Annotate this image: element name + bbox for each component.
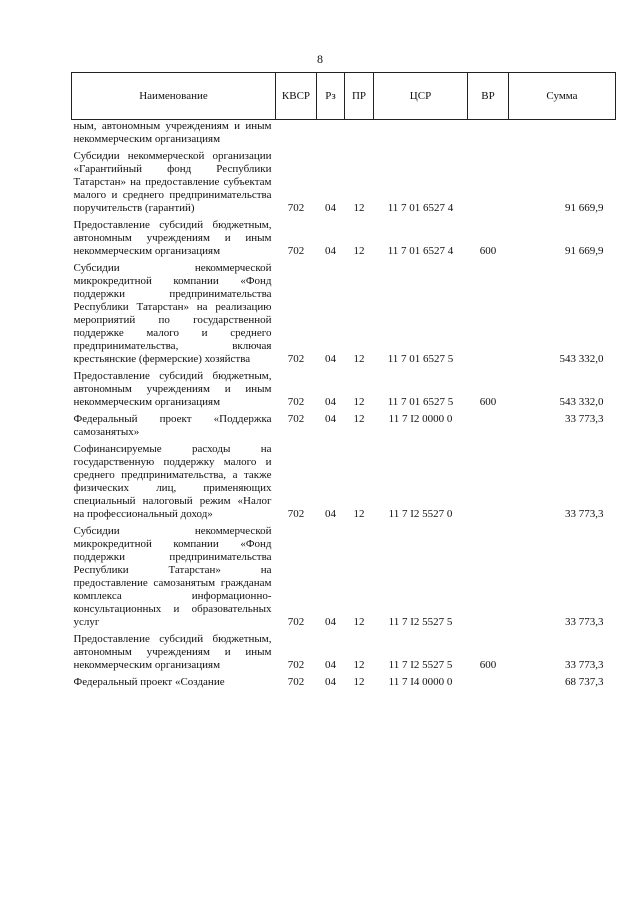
row-sum: 91 669,9	[565, 202, 604, 214]
row-name: Предоставление субсидий бюджетным, автономным учреждениям и иным некоммерческим организациям	[73, 370, 272, 408]
row-sum	[509, 120, 616, 148]
row-sum: 543 332,0	[559, 396, 604, 408]
header-sum: Сумма	[509, 73, 616, 120]
row-rz: 04	[325, 353, 336, 365]
row-rz: 04	[325, 659, 336, 671]
row-vr	[468, 522, 509, 630]
row-rz: 04	[325, 245, 336, 257]
budget-table	[71, 72, 616, 690]
row-pr: 12	[353, 353, 365, 365]
row-rz: 04	[325, 508, 336, 520]
row-kvsr: 702	[287, 616, 305, 628]
table-header-row	[72, 73, 616, 120]
row-sum: 543 332,0	[559, 353, 604, 365]
row-csr: 11 7 I2 5527 5	[388, 659, 453, 671]
row-rz: 04	[325, 396, 336, 408]
header-csr: ЦСР	[374, 73, 468, 120]
row-rz: 04	[325, 616, 336, 628]
row-rz: 04	[325, 676, 336, 688]
row-pr: 12	[353, 676, 365, 688]
row-rz: 04	[325, 413, 336, 425]
header-name: Наименование	[72, 73, 276, 120]
row-vr	[468, 440, 509, 522]
row-csr	[374, 120, 468, 148]
table-row	[72, 259, 616, 367]
table-row	[72, 147, 616, 216]
table-row	[72, 630, 616, 673]
table-row	[72, 216, 616, 259]
header-pr: ПР	[345, 73, 374, 120]
row-name: Субсидии некоммерческой микрокредитной компании «Фонд поддержки предпринимательства Республики Татарстан» на предоставление самозанятым гражданам комплекса информационно-консультационных и образовательных услуг	[73, 525, 272, 628]
row-csr: 11 7 01 6527 5	[387, 396, 454, 408]
table-row	[72, 367, 616, 410]
row-vr	[468, 259, 509, 367]
row-vr	[468, 147, 509, 216]
row-name: Субсидии некоммерческой микрокредитной компании «Фонд поддержки предпринимательства Республики Татарстан» на реализацию мероприятий по государственной поддержке малого и среднего предпринимательства, включая крестьянские (фермерские) хозяйства	[73, 262, 272, 365]
row-kvsr: 702	[287, 676, 305, 688]
row-vr	[468, 120, 509, 148]
row-kvsr	[276, 120, 317, 148]
row-pr: 12	[353, 508, 365, 520]
row-kvsr: 702	[287, 659, 305, 671]
row-kvsr: 702	[287, 353, 305, 365]
row-pr: 12	[353, 396, 365, 408]
row-name: Софинансируемые расходы на государственную поддержку малого и среднего предпринимательства, а также физических лиц, применяющих специальный налоговый режим «Налог на профессиональный доход»	[73, 443, 272, 520]
page-number: 8	[317, 52, 323, 66]
row-sum: 33 773,3	[565, 616, 604, 628]
row-name: Федеральный проект «Создание	[73, 676, 225, 688]
row-csr: 11 7 I2 5527 0	[388, 508, 453, 520]
row-kvsr: 702	[287, 508, 305, 520]
table-row	[72, 673, 616, 690]
row-kvsr: 702	[287, 396, 305, 408]
row-pr: 12	[353, 245, 365, 257]
row-sum: 33 773,3	[565, 508, 604, 520]
header-kvsr: КВСР	[276, 73, 317, 120]
row-csr: 11 7 I2 5527 5	[388, 616, 453, 628]
row-pr: 12	[353, 413, 365, 425]
row-vr	[468, 673, 509, 690]
row-kvsr: 702	[287, 413, 305, 425]
row-kvsr: 702	[287, 202, 305, 214]
table-row	[72, 410, 616, 440]
row-name: Предоставление субсидий бюджетным, автономным учреждениям и иным некоммерческим организациям	[73, 219, 272, 257]
row-csr: 11 7 01 6527 4	[387, 245, 454, 257]
row-sum: 33 773,3	[565, 659, 604, 671]
row-name: Федеральный проект «Поддержка самозанятых»	[73, 413, 272, 438]
row-sum: 91 669,9	[565, 245, 604, 257]
row-sum: 33 773,3	[565, 413, 604, 425]
row-csr: 11 7 I4 0000 0	[388, 676, 453, 688]
row-csr: 11 7 01 6527 5	[387, 353, 454, 365]
row-name: Предоставление субсидий бюджетным, автономным учреждениям и иным некоммерческим организациям	[73, 633, 272, 671]
table-row	[72, 522, 616, 630]
row-pr: 12	[353, 659, 365, 671]
header-vr: ВР	[468, 73, 509, 120]
row-vr	[468, 410, 509, 440]
row-pr: 12	[353, 616, 365, 628]
row-name: ным, автономным учреждениям и иным некоммерческим организациям	[73, 120, 272, 145]
row-pr	[345, 120, 374, 148]
row-vr: 600	[479, 245, 497, 257]
row-name: Субсидии некоммерческой организации «Гарантийный фонд Республики Татарстан» на предоставление субъектам малого и среднего предпринимательства поручительств (гарантий)	[73, 150, 272, 214]
row-rz: 04	[325, 202, 336, 214]
header-rz: Рз	[317, 73, 345, 120]
row-pr: 12	[353, 202, 365, 214]
row-csr: 11 7 I2 0000 0	[388, 413, 453, 425]
row-sum: 68 737,3	[565, 676, 604, 688]
row-vr: 600	[479, 659, 497, 671]
table-row	[72, 120, 616, 148]
row-kvsr: 702	[287, 245, 305, 257]
row-rz	[317, 120, 345, 148]
row-csr: 11 7 01 6527 4	[387, 202, 454, 214]
table-row	[72, 440, 616, 522]
row-vr: 600	[479, 396, 497, 408]
